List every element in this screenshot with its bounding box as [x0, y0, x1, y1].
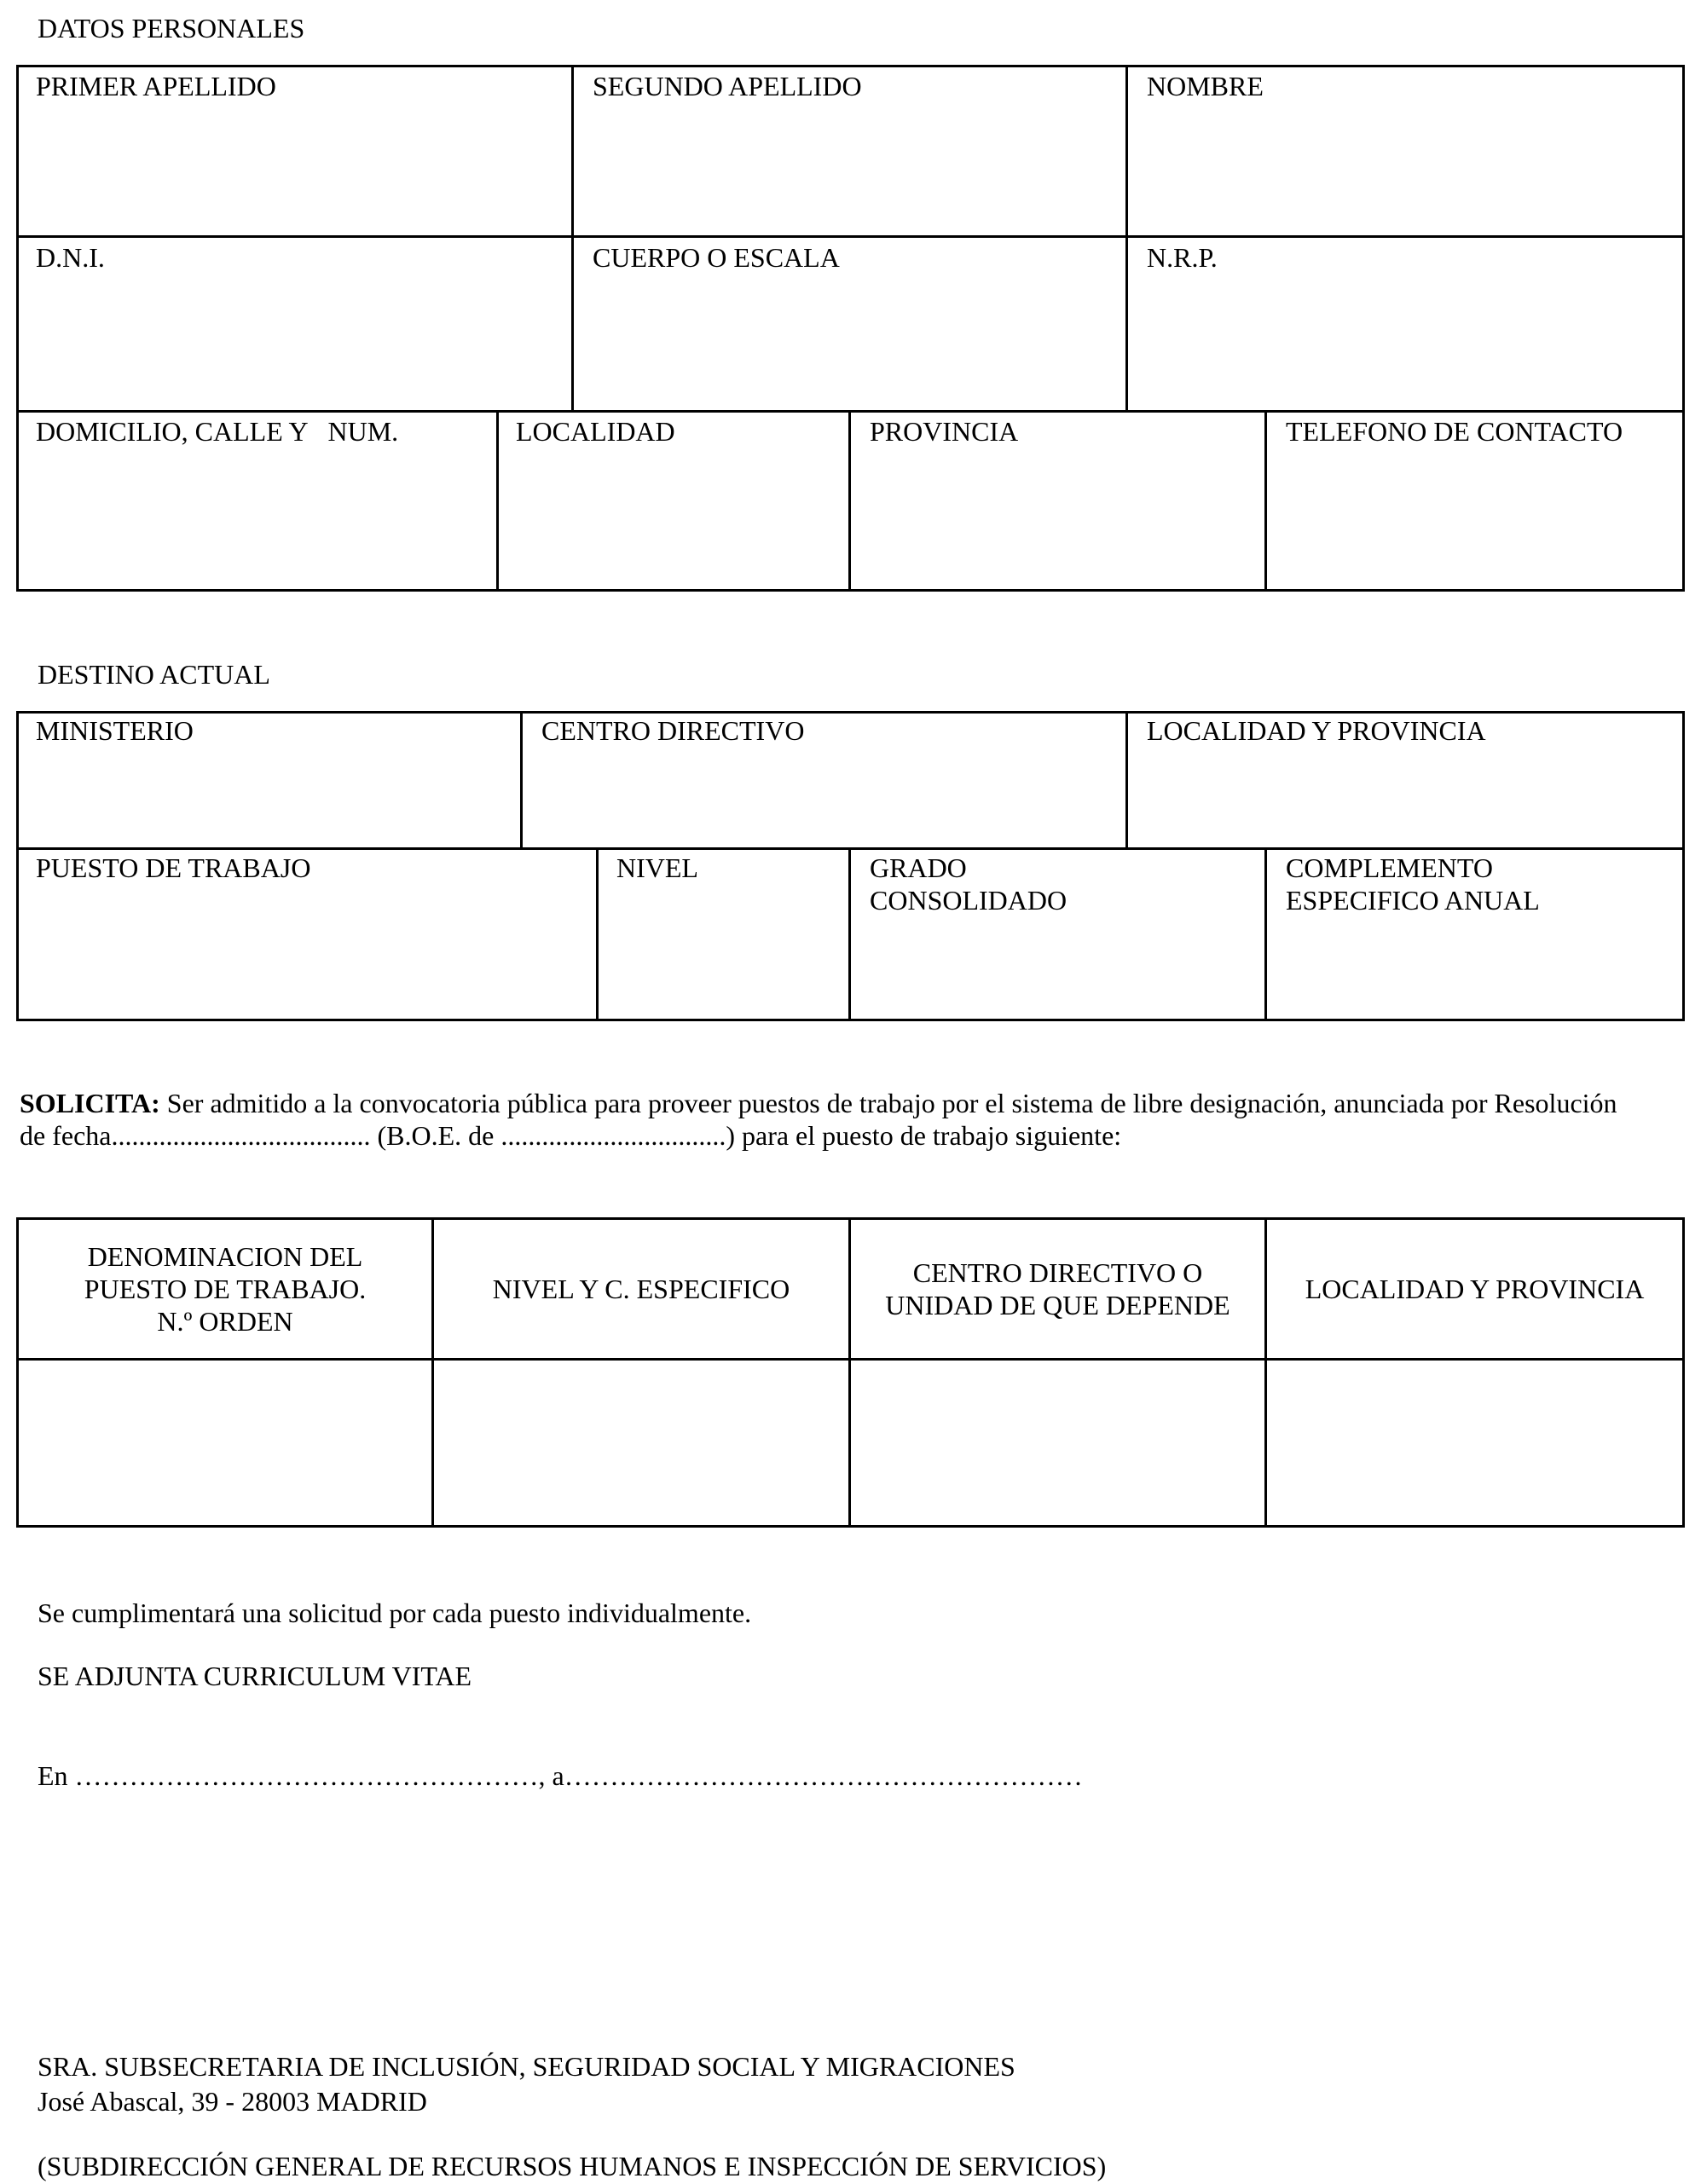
divider — [596, 847, 599, 1021]
section-title-datos-personales: DATOS PERSONALES — [38, 13, 305, 43]
divider — [496, 410, 499, 592]
solicita-line-2: de fecha...................................... (B.O.E. de .................................) para el puesto de trabajo siguiente: — [20, 1120, 1122, 1151]
field-puesto-trabajo[interactable]: PUESTO DE TRABAJO — [36, 852, 311, 883]
field-cuerpo-escala[interactable]: CUERPO O ESCALA — [593, 242, 840, 273]
divider — [1125, 65, 1128, 412]
header-centro-line-1: CENTRO DIRECTIVO O — [912, 1257, 1203, 1288]
header-denominacion — [19, 1220, 431, 1358]
field-dni[interactable]: D.N.I. — [36, 242, 105, 273]
field-localidad-provincia[interactable]: LOCALIDAD Y PROVINCIA — [1147, 715, 1486, 746]
divider — [848, 847, 851, 1021]
divider — [1125, 711, 1128, 849]
cell-denominacion-input[interactable] — [19, 1361, 431, 1525]
field-domicilio[interactable]: DOMICILIO, CALLE Y NUM. — [36, 416, 399, 447]
header-centro-line-2: UNIDAD DE QUE DEPENDE — [885, 1290, 1230, 1320]
field-segundo-apellido[interactable]: SEGUNDO APELLIDO — [593, 71, 862, 101]
grado-line-1: GRADO — [870, 852, 967, 883]
header-denominacion-line-3: N.º ORDEN — [157, 1306, 293, 1337]
note-individual: Se cumplimentará una solicitud por cada puesto individualmente. — [38, 1598, 752, 1628]
complemento-line-2: ESPECIFICO ANUAL — [1286, 885, 1540, 916]
solicita-line-1: Ser admitido a la convocatoria pública para proveer puestos de trabajo por el sistema de libre designación, anunciada por Resolución — [159, 1088, 1617, 1118]
grado-line-2: CONSOLIDADO — [870, 885, 1067, 916]
solicita-paragraph — [20, 1087, 1691, 1152]
field-primer-apellido[interactable]: PRIMER APELLIDO — [36, 71, 276, 101]
divider — [1264, 410, 1267, 592]
divider — [16, 235, 1685, 238]
section-title-destino-actual: DESTINO ACTUAL — [38, 659, 270, 690]
field-ministerio[interactable]: MINISTERIO — [36, 715, 194, 746]
divider — [520, 711, 523, 849]
cell-localidad-input[interactable] — [1267, 1361, 1682, 1525]
field-nombre[interactable]: NOMBRE — [1147, 71, 1264, 101]
cell-centro-input[interactable] — [851, 1361, 1264, 1525]
divider — [571, 65, 574, 412]
field-nivel[interactable]: NIVEL — [616, 852, 698, 883]
divider — [848, 410, 851, 592]
footer-address: José Abascal, 39 - 28003 MADRID — [38, 2086, 427, 2117]
field-complemento-especifico[interactable] — [1286, 852, 1540, 916]
field-localidad[interactable]: LOCALIDAD — [516, 416, 675, 447]
solicita-label: SOLICITA: — [20, 1088, 160, 1118]
field-telefono[interactable]: TELEFONO DE CONTACTO — [1286, 416, 1623, 447]
footer-subdireccion: (SUBDIRECCIÓN GENERAL DE RECURSOS HUMANOS E INSPECCIÓN DE SERVICIOS) — [38, 2151, 1107, 2181]
header-denominacion-line-1: DENOMINACION DEL — [87, 1241, 363, 1272]
en-fecha-line[interactable]: En ……………………………………………, a………………………………………………… — [38, 1760, 1083, 1791]
cell-nivel-input[interactable] — [434, 1361, 848, 1525]
field-nrp[interactable]: N.R.P. — [1147, 242, 1218, 273]
header-centro-directivo — [851, 1220, 1264, 1358]
note-curriculum: SE ADJUNTA CURRICULUM VITAE — [38, 1661, 472, 1691]
header-nivel-especifico: NIVEL Y C. ESPECIFICO — [492, 1274, 790, 1304]
field-provincia[interactable]: PROVINCIA — [870, 416, 1019, 447]
divider — [1264, 847, 1267, 1021]
header-localidad-provincia: LOCALIDAD Y PROVINCIA — [1305, 1274, 1645, 1304]
footer-addressee: SRA. SUBSECRETARIA DE INCLUSIÓN, SEGURIDAD SOCIAL Y MIGRACIONES — [38, 2051, 1015, 2082]
field-centro-directivo[interactable]: CENTRO DIRECTIVO — [541, 715, 805, 746]
complemento-line-1: COMPLEMENTO — [1286, 852, 1493, 883]
field-grado-consolidado[interactable] — [870, 852, 1067, 916]
header-denominacion-line-2: PUESTO DE TRABAJO. — [84, 1274, 367, 1304]
